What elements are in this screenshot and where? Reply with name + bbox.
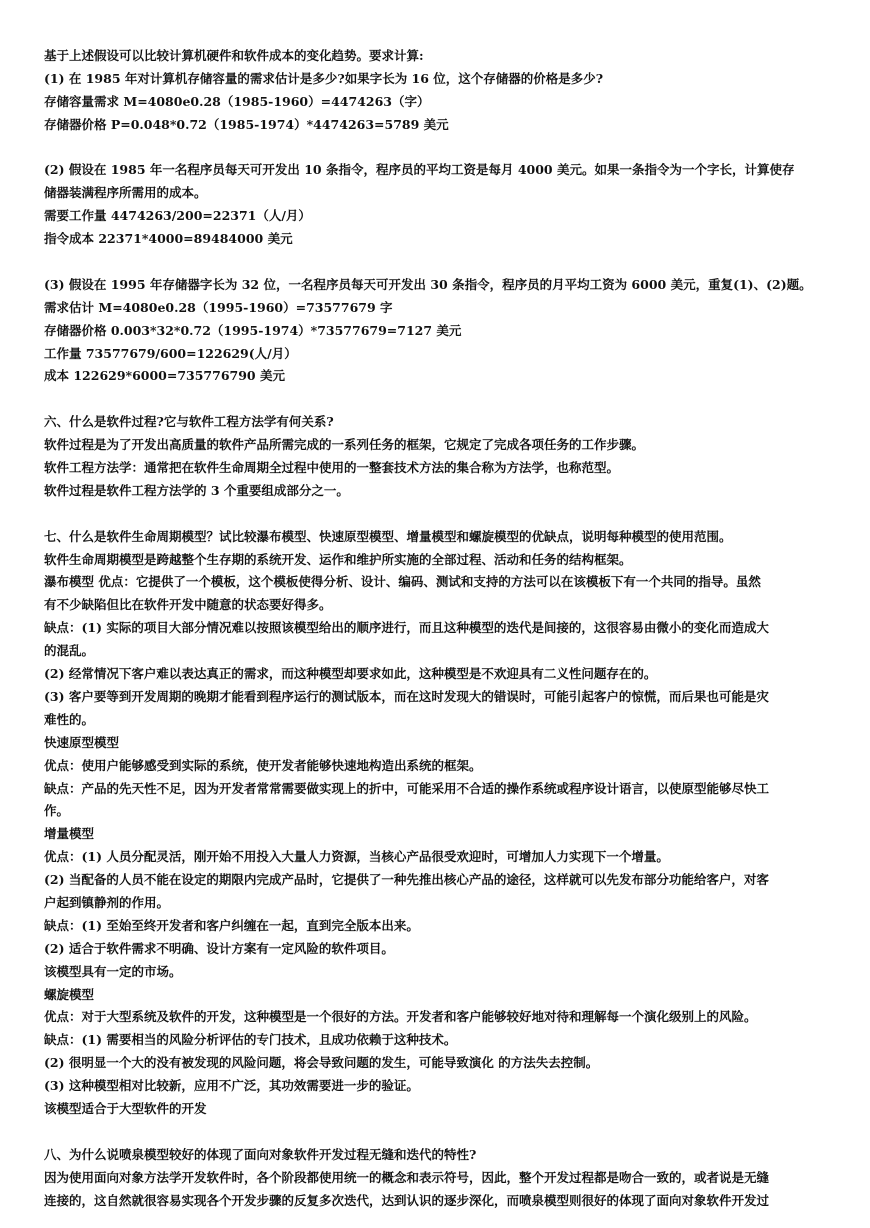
text-line: 指令成本 22371*4000=89484000 美元 [44, 231, 293, 247]
text-line: 存储器价格 P=0.048*0.72（1985-1974）*4474263=5789 美元 [44, 116, 449, 132]
text-line: 软件工程方法学：通常把在软件生命周期全过程中使用的一整套技术方法的集合称为方法学，也称范型。 [44, 460, 620, 476]
text-line: 难性的。 [44, 711, 95, 727]
text-line: 缺点：(1) 需要相当的风险分析评估的专门技术，且成功依赖于这种技术。 [44, 1032, 457, 1048]
blank-line [44, 137, 826, 160]
text-line: 螺旋模型 [44, 986, 95, 1002]
text-line: (3) 客户要等到开发周期的晚期才能看到程序运行的测试版本，而在这时发现大的错误时，可能引起客户的惊慌，而后果也可能是灾 [44, 688, 769, 704]
text-line: 优点：对于大型系统及软件的开发，这种模型是一个很好的方法。开发者和客户能够较好地对待和理解每一个演化级别上的风险。 [44, 1009, 757, 1025]
text-line: 七、什么是软件生命周期模型？试比较瀑布模型、快速原型模型、增量模型和螺旋模型的优缺点，说明每种模型的使用范围。 [44, 528, 732, 544]
text-line: 成本 122629*6000=735776790 美元 [44, 368, 285, 384]
text-line: 需要工作量 4474263/200=22371（人/月） [44, 208, 311, 224]
text-line: 优点：使用户能够感受到实际的系统，使开发者能够快速地构造出系统的框架。 [44, 757, 482, 773]
text-line: 存储器价格 0.003*32*0.72（1995-1974）*73577679=7127 美元 [44, 322, 462, 338]
text-line: 需求估计 M=4080e0.28（1995-1960）=73577679 字 [44, 299, 393, 315]
text-line: (2) 假设在 1985 年一名程序员每天可开发出 10 条指令，程序员的平均工资是每月 4000 美元。如果一条指令为一个字长，计算使存 [44, 162, 795, 178]
text-line: 储器装满程序所需用的成本。 [44, 185, 207, 201]
text-line: 瀑布模型 优点：它提供了一个模板，这个模板使得分析、设计、编码、测试和支持的方法可以在该模板下有一个共同的指导。虽然 [44, 574, 761, 590]
text-line: 连接的，这自然就很容易实现各个开发步骤的反复多次迭代，达到认识的逐步深化，而喷泉模型则很好的体现了面向对象软件开发过 [44, 1192, 770, 1208]
text-line: (3) 这种模型相对比较新，应用不广泛，其功效需要进一步的验证。 [44, 1078, 419, 1094]
text-line: 该模型具有一定的市场。 [44, 963, 182, 979]
text-line: 该模型适合于大型软件的开发 [44, 1100, 207, 1116]
text-line: 优点：(1) 人员分配灵活，刚开始不用投入大量人力资源，当核心产品很受欢迎时，可增加人力实现下一个增量。 [44, 849, 669, 865]
text-line: 缺点：(1) 至始至终开发者和客户纠缠在一起，直到完全版本出来。 [44, 917, 419, 933]
text-line: (3) 假设在 1995 年存储器字长为 32 位，一名程序员每天可开发出 30 条指令，程序员的月平均工资为 6000 美元，重复(1)、(2)题。 [44, 276, 812, 292]
text-line: 快速原型模型 [44, 734, 120, 750]
text-line: 工作量 73577679/600=122629(人/月） [44, 345, 297, 361]
text-line: 软件生命周期模型是跨越整个生存期的系统开发、运作和维护所实施的全部过程、活动和任务的结构框架。 [44, 551, 632, 567]
text-line: 八、为什么说喷泉模型较好的体现了面向对象软件开发过程无缝和迭代的特性? [44, 1146, 477, 1162]
text-line: 增量模型 [44, 826, 95, 842]
text-line: (2) 很明显一个大的没有被发现的风险问题，将会导致问题的发生，可能导致演化 的方法失去控制。 [44, 1055, 599, 1071]
text-line: (2) 经常情况下客户难以表达真正的需求，而这种模型却要求如此，这种模型是不欢迎具有二义性问题存在的。 [44, 666, 657, 682]
text-line: 因为使用面向对象方法学开发软件时，各个阶段都使用统一的概念和表示符号，因此，整个开发过程都是吻合一致的，或者说是无缝 [44, 1169, 770, 1185]
text-line: 有不少缺陷但比在软件开发中随意的状态要好得多。 [44, 597, 332, 613]
blank-line [44, 1121, 826, 1144]
text-line: 户起到镇静剂的作用。 [44, 894, 170, 910]
text-line: 基于上述假设可以比较计算机硬件和软件成本的变化趋势。要求计算: [44, 48, 424, 63]
text-line: 软件过程是为了开发出高质量的软件产品所需完成的一系列任务的框架，它规定了完成各项任务的工作步骤。 [44, 437, 645, 453]
text-line: 软件过程是软件工程方法学的 3 个重要组成部分之一。 [44, 482, 349, 498]
text-line: 六、什么是软件过程?它与软件工程方法学有何关系? [44, 414, 334, 430]
text-line: 的混乱。 [44, 643, 95, 659]
text-line: 缺点：(1) 实际的项目大部分情况难以按照该模型给出的顺序进行，而且这种模型的迭代是间接的，这很容易由微小的变化而造成大 [44, 620, 769, 636]
text-line: (2) 适合于软件需求不明确、设计方案有一定风险的软件项目。 [44, 940, 394, 956]
text-line: (2) 当配备的人员不能在设定的期限内完成产品时，它提供了一种先推出核心产品的途径，这样就可以先发布部分功能给客户，对客 [44, 872, 769, 888]
blank-line [44, 251, 826, 274]
blank-line [44, 503, 826, 526]
blank-line [44, 388, 826, 411]
text-line: 缺点：产品的先天性不足，因为开发者常常需要做实现上的折中，可能采用不合适的操作系统或程序设计语言，以使原型能够尽快工 [44, 780, 770, 796]
text-line: 作。 [44, 803, 70, 819]
text-line: (1) 在 1985 年对计算机存储容量的需求估计是多少?如果字长为 16 位，这个存储器的价格是多少? [44, 70, 604, 86]
text-line: 存储容量需求 M=4080e0.28（1985-1960）=4474263（字） [44, 93, 430, 109]
